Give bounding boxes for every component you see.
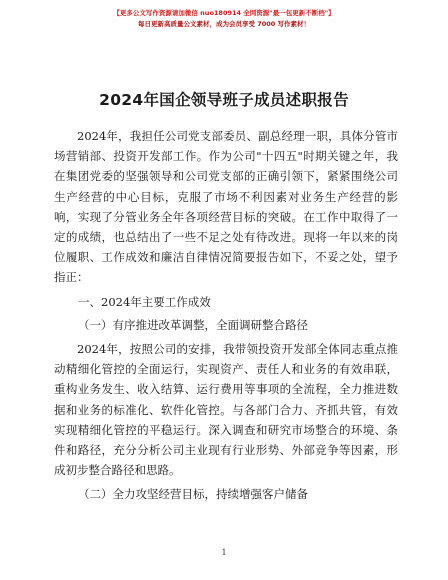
section-heading-main-results: 一、2024年主要工作成效: [78, 295, 211, 309]
promo-banner-line-1: 【更多公文写作资源请加微信 nuo180914 全网资源"最一包更新不断档"】: [113, 9, 335, 17]
promo-banner-line-2: 每日更新高质量公文素材，成为会员享受 7000 写作素材！: [137, 20, 311, 28]
subsection-heading-business-targets: （二）全力攻坚经营目标，持续增强客户储备: [78, 487, 308, 501]
subsection-heading-reform: （一）有序推进改革调整，全面调研整合路径: [78, 318, 308, 332]
reform-paragraph: 2024年，按照公司的安排，我带领投资开发部全体同志重点推动精细化管控的全面运行，实现资产、责任人和业务的有效串联，重构业务发生、收入结算、运行费用等事项的全流程，全力推进数据和业务的标准化、软件化管控。与各部门合力、齐抓共管，有效实现精细化管控的平稳运行。深入调查和研究市场整合的环境、条件和路径，充分分析公司主业现有行业形势、外部竞争等因素，形成初步整合路径和思路。: [54, 342, 398, 478]
intro-paragraph: 2024年，我担任公司党支部委员、副总经理一职，具体分管市场营销部、投资开发部工作。作为公司"十四五"时期关键之年，我在集团党委的坚强领导和公司党支部的正确引领下，紧紧围绕公司生产经营的中心目标，克服了市场不利因素对业务生产经营的影响，实现了分管业务全年各项经营目标的突破。在工作中取得了一定的成绩，也总结出了一些不足之处有待改进。现将一年以来的岗位履职、工作成效和廉洁自律情况简要报告如下，不妥之处，望予指正：: [54, 129, 398, 285]
page-number: 1: [221, 548, 227, 557]
document-title: 2024年国企领导班子成员述职报告: [99, 91, 349, 109]
